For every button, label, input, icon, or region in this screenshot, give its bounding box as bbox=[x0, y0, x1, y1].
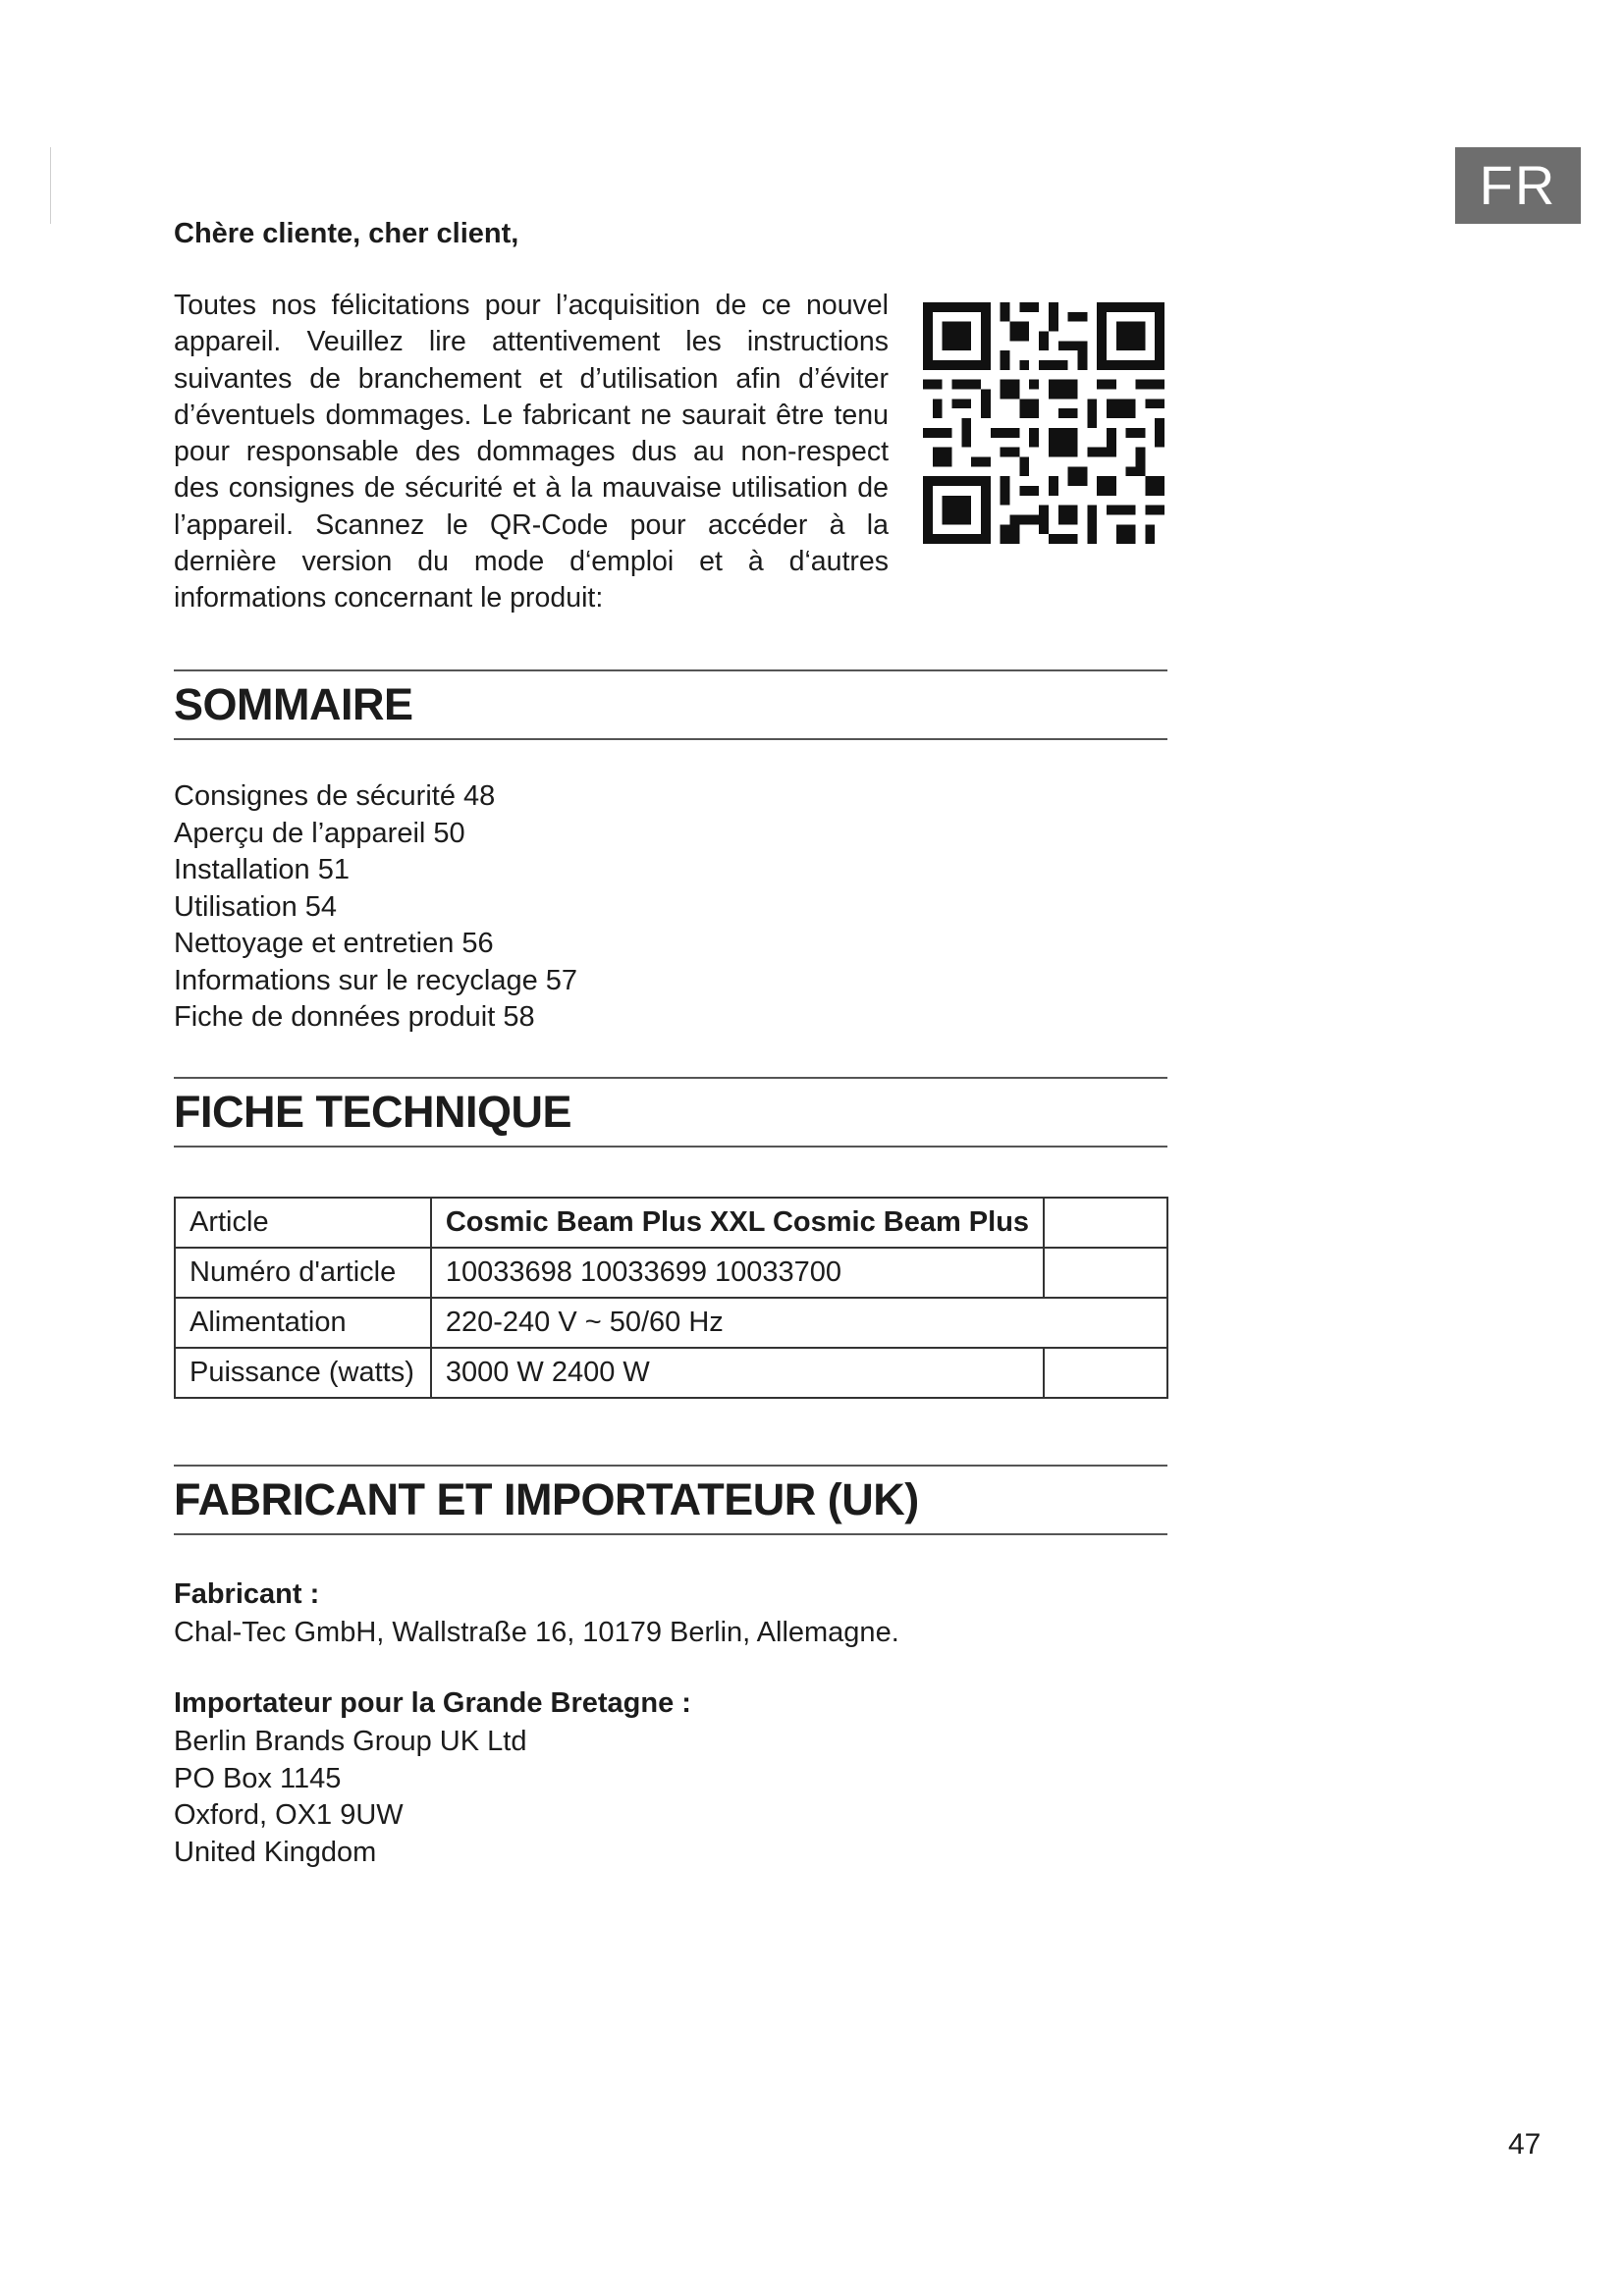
summary-heading: SOMMAIRE bbox=[174, 679, 413, 729]
summary-section-header bbox=[174, 669, 1167, 740]
language-tab: FR bbox=[1455, 147, 1581, 224]
importer-line: Oxford, OX1 9UW bbox=[174, 1799, 404, 1831]
greeting: Chère cliente, cher client, bbox=[174, 218, 519, 249]
importer-line: Berlin Brands Group UK Ltd bbox=[174, 1726, 527, 1757]
manufacturer-heading: FABRICANT ET IMPORTATEUR (UK) bbox=[174, 1474, 919, 1524]
table-of-contents bbox=[174, 778, 577, 1037]
empty-cell bbox=[1044, 1348, 1167, 1398]
importer-label: Importateur pour la Grande Bretagne : bbox=[174, 1687, 691, 1719]
toc-item[interactable]: Aperçu de l’appareil 50 bbox=[174, 817, 465, 849]
specs-section-header bbox=[174, 1077, 1167, 1148]
power-supply-label-cell: Alimentation bbox=[175, 1298, 431, 1348]
table-row bbox=[175, 1198, 1167, 1248]
toc-item[interactable]: Nettoyage et entretien 56 bbox=[174, 928, 494, 959]
margin-rule bbox=[50, 147, 51, 224]
number-value-cell: 10033698 10033699 10033700 bbox=[431, 1248, 1044, 1298]
toc-item[interactable]: Consignes de sécurité 48 bbox=[174, 780, 496, 812]
power-supply-value-cell: 220-240 V ~ 50/60 Hz bbox=[431, 1298, 1167, 1348]
importer-address bbox=[174, 1724, 526, 1871]
qr-code-icon[interactable] bbox=[923, 302, 1164, 544]
manufacturer-label: Fabricant : bbox=[174, 1578, 320, 1610]
article-label-cell: Article bbox=[175, 1198, 431, 1248]
power-value-cell: 3000 W 2400 W bbox=[431, 1348, 1044, 1398]
spec-table bbox=[174, 1197, 1168, 1399]
table-row bbox=[175, 1298, 1167, 1348]
empty-cell bbox=[1044, 1198, 1167, 1248]
toc-item[interactable]: Informations sur le recyclage 57 bbox=[174, 964, 578, 996]
toc-item[interactable]: Fiche de données produit 58 bbox=[174, 1001, 535, 1033]
intro-paragraph: Toutes nos félicitations pour l’acquisition de ce nouvel appareil. Veuillez lire attentivement les instructions suivantes de branchement et d’utilisation afin d’éviter d’éventuels dommages. Le fabricant ne saurait être tenu pour responsable des dommages dus au non-respect des consignes de sécurité et à la mauvaise utilisation de l’appareil. Scannez le QR-Code pour accéder à la dernière version du mode d‘emploi et à d‘autres informations concernant le produit: bbox=[174, 290, 889, 614]
article-value-cell: Cosmic Beam Plus XXL Cosmic Beam Plus bbox=[431, 1198, 1044, 1248]
manufacturer-address: Chal-Tec GmbH, Wallstraße 16, 10179 Berlin, Allemagne. bbox=[174, 1617, 899, 1648]
page-number: 47 bbox=[1508, 2128, 1542, 2161]
specs-heading: FICHE TECHNIQUE bbox=[174, 1087, 572, 1137]
table-row bbox=[175, 1248, 1167, 1298]
number-label-cell: Numéro d'article bbox=[175, 1248, 431, 1298]
manufacturer-section-header bbox=[174, 1465, 1167, 1535]
power-label-cell: Puissance (watts) bbox=[175, 1348, 431, 1398]
table-row bbox=[175, 1348, 1167, 1398]
importer-line: United Kingdom bbox=[174, 1836, 377, 1868]
importer-line: PO Box 1145 bbox=[174, 1762, 342, 1794]
toc-item[interactable]: Utilisation 54 bbox=[174, 890, 338, 923]
toc-item[interactable]: Installation 51 bbox=[174, 854, 350, 885]
empty-cell bbox=[1044, 1248, 1167, 1298]
